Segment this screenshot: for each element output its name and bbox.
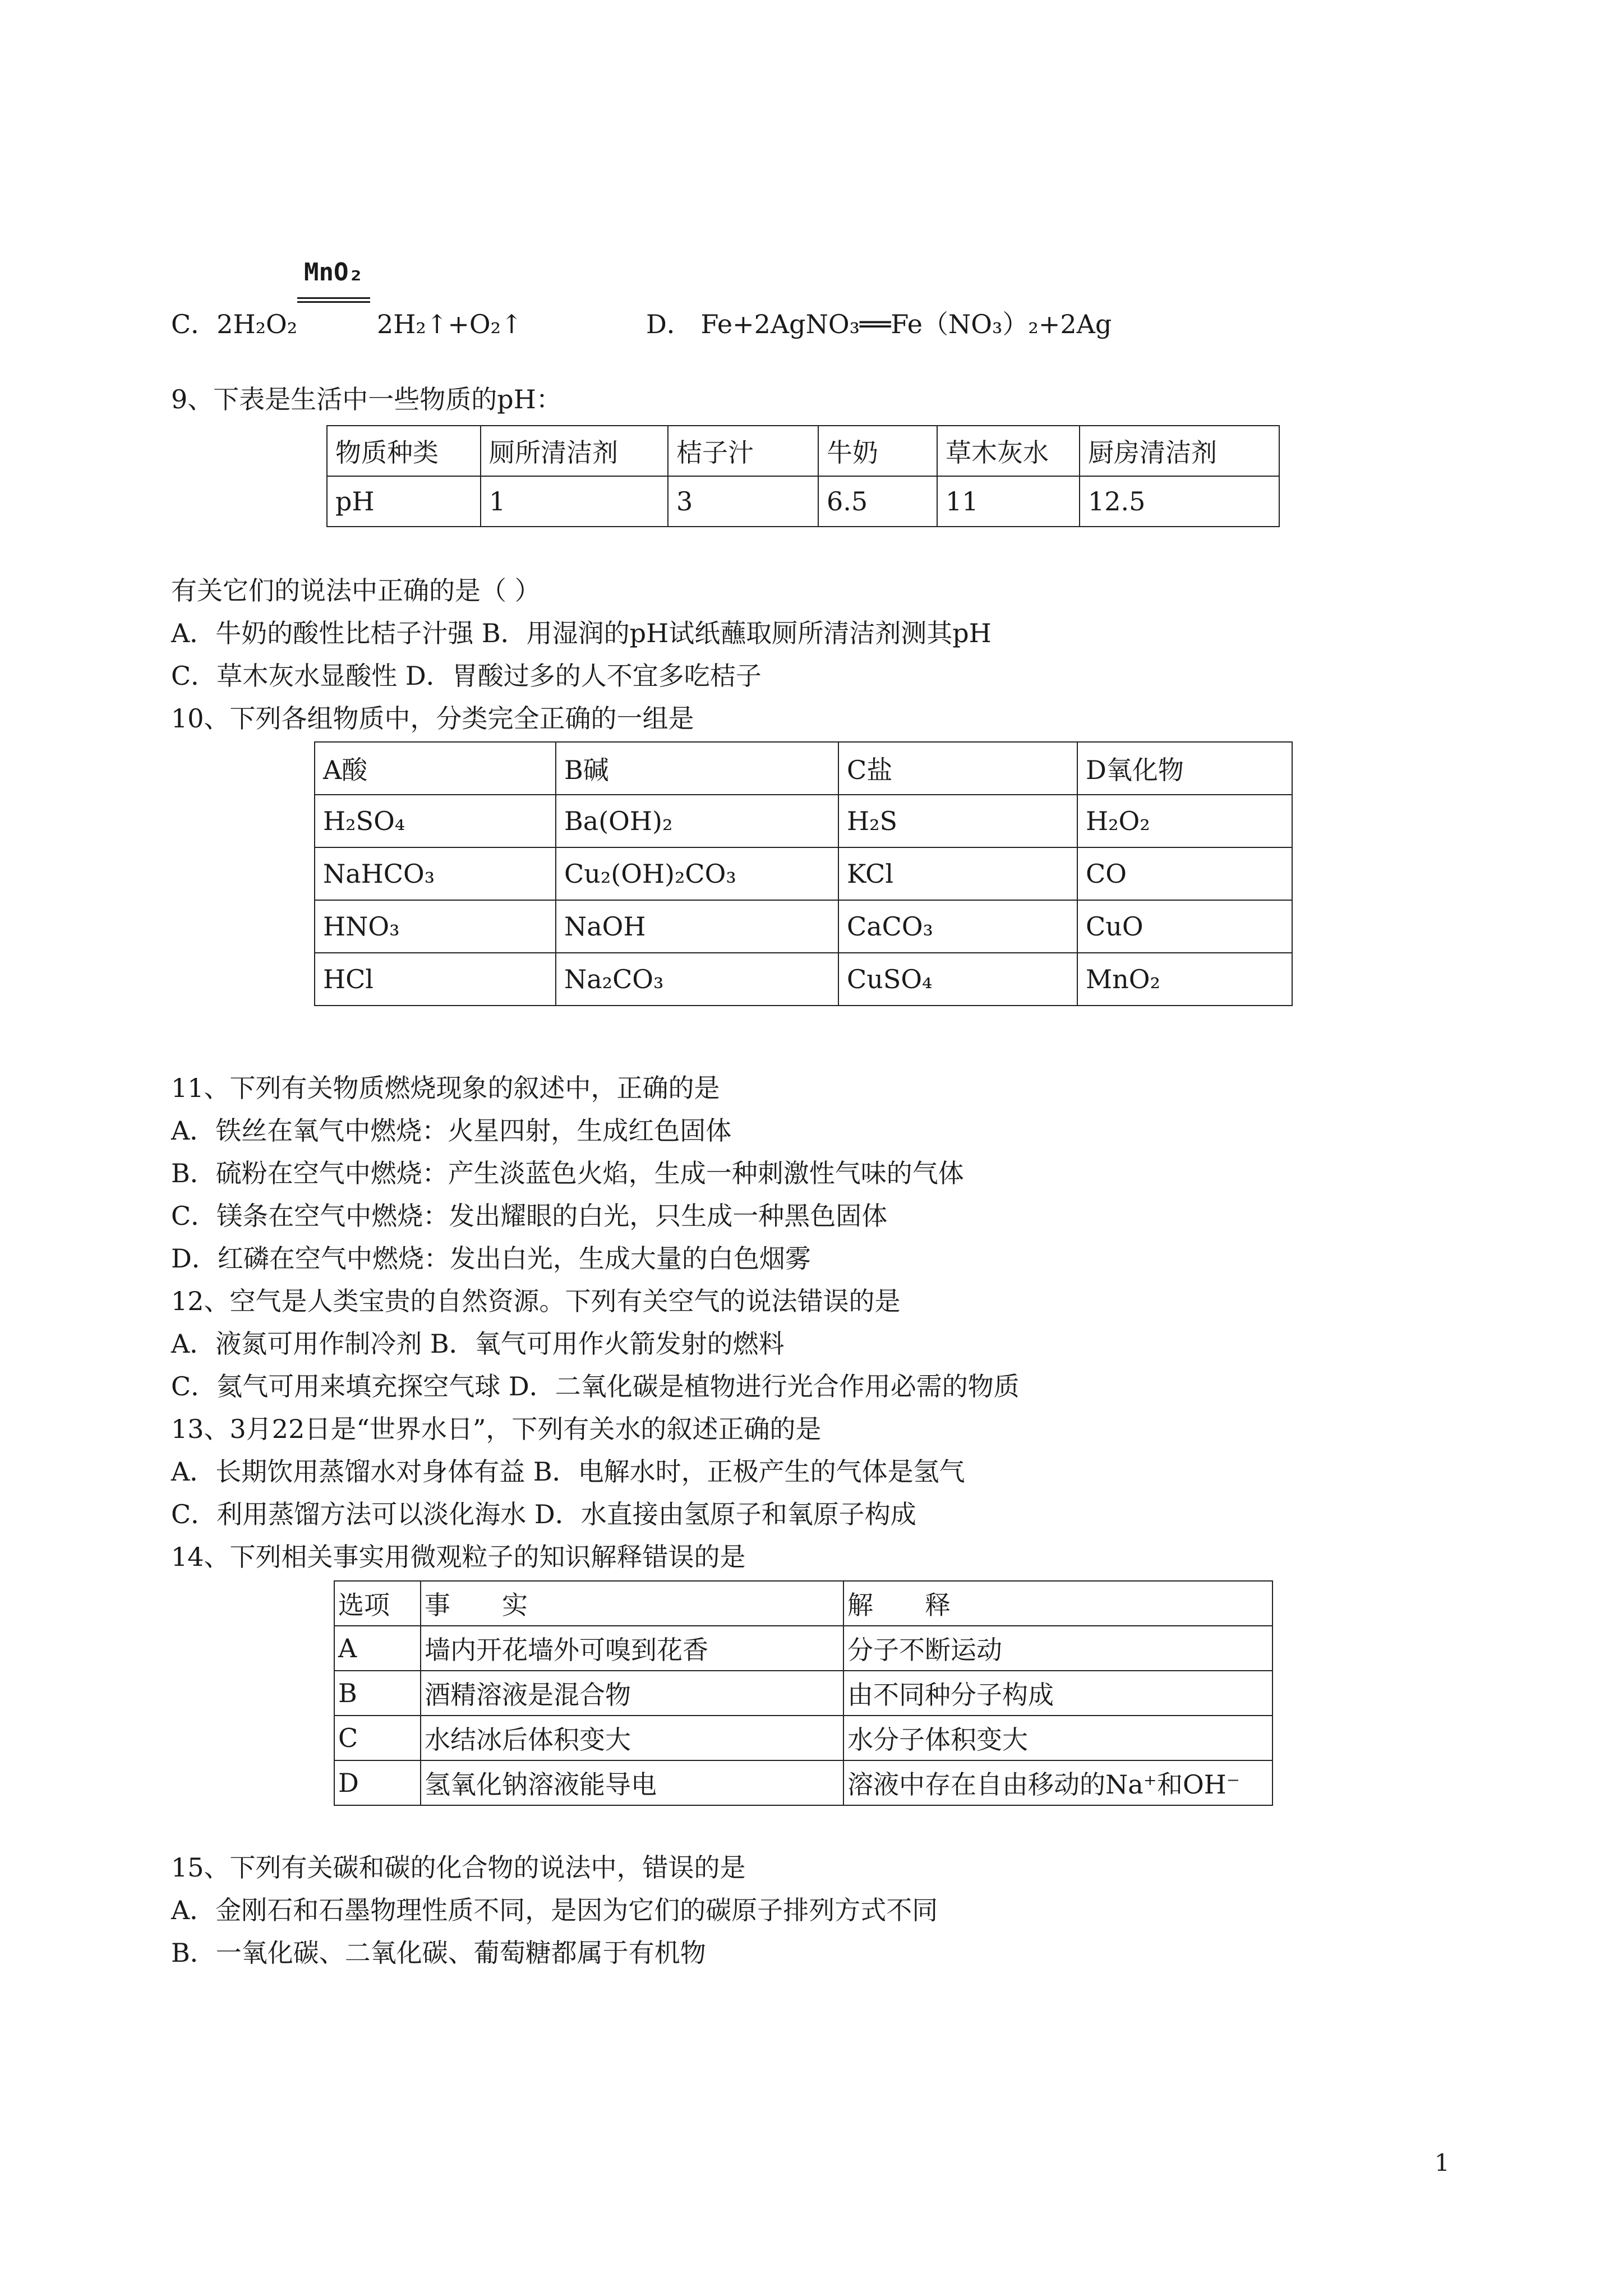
table-cell: HNO₃ [315,900,556,953]
q8-catalyst-label: MnO₂ [304,258,363,287]
table-cell: A [334,1626,421,1671]
table-cell: CuO [1077,900,1292,953]
table-row [315,847,1292,900]
q11-stem: 11、下列有关物质燃烧现象的叙述中，正确的是 [171,1073,720,1103]
q9-stem: 9、下表是生活中一些物质的pH： [171,384,562,414]
table-cell: 物质种类 [327,426,481,476]
table-cell: 墙内开花墙外可嗅到花香 [421,1626,843,1671]
table-row [315,795,1292,847]
table-cell: 氢氧化钠溶液能导电 [421,1760,843,1805]
table-row [327,476,1279,527]
table-cell: HCl [315,953,556,1006]
table-cell: 事 实 [421,1581,843,1626]
q10-classification-table [314,741,1293,1006]
table-row [334,1671,1272,1716]
table-cell: Na₂CO₃ [556,953,838,1006]
table-cell: 水分子体积变大 [843,1716,1272,1760]
table-cell: 解 释 [843,1581,1272,1626]
q14-facts-table [334,1580,1273,1806]
q11-option: D．红磷在空气中燃烧：发出白光，生成大量的白色烟雾 [171,1243,811,1274]
table-cell: H₂O₂ [1077,795,1292,847]
table-cell: 分子不断运动 [843,1626,1272,1671]
q12-stem: 12、空气是人类宝贵的自然资源。下列有关空气的说法错误的是 [171,1286,901,1316]
table-row [334,1716,1272,1760]
table-cell: 草木灰水 [937,426,1080,476]
table-cell: CO [1077,847,1292,900]
table-cell: B [334,1671,421,1716]
q11-option: B．硫粉在空气中燃烧：产生淡蓝色火焰，生成一种刺激性气味的气体 [171,1158,964,1188]
table-cell: C盐 [838,742,1077,795]
table-cell: H₂S [838,795,1077,847]
table-cell: NaOH [556,900,838,953]
table-cell: C [334,1716,421,1760]
table-row [315,953,1292,1006]
table-cell: MnO₂ [1077,953,1292,1006]
q13-option-line: A．长期饮用蒸馏水对身体有益 B．电解水时，正极产生的气体是氢气 [171,1456,965,1487]
table-cell: CaCO₃ [838,900,1077,953]
table-cell: 由不同种分子构成 [843,1671,1272,1716]
table-cell: 厕所清洁剂 [481,426,668,476]
q11-option: A．铁丝在氧气中燃烧：火星四射，生成红色固体 [171,1115,732,1146]
table-row [334,1626,1272,1671]
table-cell: 6.5 [818,476,937,527]
table-row [334,1760,1272,1805]
table-row [334,1581,1272,1626]
q15-option: A．金刚石和石墨物理性质不同，是因为它们的碳原子排列方式不同 [171,1895,938,1925]
table-cell: pH [327,476,481,527]
table-cell: 酒精溶液是混合物 [421,1671,843,1716]
table-cell: H₂SO₄ [315,795,556,847]
table-cell: D [334,1760,421,1805]
table-cell: Ba(OH)₂ [556,795,838,847]
q12-option-line: A．液氮可用作制冷剂 B．氧气可用作火箭发射的燃料 [171,1329,785,1359]
q8-catalyst-arrow [297,258,370,303]
table-row [315,900,1292,953]
q10-stem: 10、下列各组物质中，分类完全正确的一组是 [171,703,694,734]
q8-option-c-products: 2H₂↑+O₂↑ [377,309,523,339]
table-cell: 桔子汁 [668,426,818,476]
table-cell: Cu₂(OH)₂CO₃ [556,847,838,900]
q12-option-line: C．氦气可用来填充探空气球 D．二氧化碳是植物进行光合作用必需的物质 [171,1371,1020,1401]
table-cell: KCl [838,847,1077,900]
q13-option-line: C．利用蒸馏方法可以淡化海水 D．水直接由氢原子和氧原子构成 [171,1499,916,1529]
table-cell: 选项 [334,1581,421,1626]
table-cell: 12.5 [1080,476,1279,527]
table-row [315,742,1292,795]
q9-question: 有关它们的说法中正确的是（ ） [171,575,541,606]
q13-stem: 13、3月22日是“世界水日”，下列有关水的叙述正确的是 [171,1414,822,1444]
q9-option-line: A．牛奶的酸性比桔子汁强 B．用湿润的pH试纸蘸取厕所清洁剂测其pH [171,618,992,648]
table-cell: D氧化物 [1077,742,1292,795]
table-cell: 厨房清洁剂 [1080,426,1279,476]
page-number: 1 [1435,2149,1450,2177]
table-row [327,426,1279,476]
table-cell: B碱 [556,742,838,795]
q8-option-c-reactant: C．2H₂O₂ [171,309,298,339]
table-cell: 水结冰后体积变大 [421,1716,843,1760]
q11-option: C．镁条在空气中燃烧：发出耀眼的白光，只生成一种黑色固体 [171,1201,888,1231]
q14-stem: 14、下列相关事实用微观粒子的知识解释错误的是 [171,1542,746,1572]
table-cell: 1 [481,476,668,527]
table-cell: 3 [668,476,818,527]
table-cell: 溶液中存在自由移动的Na⁺和OH⁻ [843,1760,1272,1805]
table-cell: CuSO₄ [838,953,1077,1006]
q8-option-d: D． Fe+2AgNO₃══Fe（NO₃）₂+2Ag [646,309,1112,339]
q15-stem: 15、下列有关碳和碳的化合物的说法中，错误的是 [171,1852,746,1883]
table-cell: A酸 [315,742,556,795]
q15-option: B．一氧化碳、二氧化碳、葡萄糖都属于有机物 [171,1938,706,1968]
q9-ph-table [326,425,1280,527]
table-cell: NaHCO₃ [315,847,556,900]
q9-option-line: C．草木灰水显酸性 D．胃酸过多的人不宜多吃桔子 [171,661,762,691]
table-cell: 11 [937,476,1080,527]
table-cell: 牛奶 [818,426,937,476]
